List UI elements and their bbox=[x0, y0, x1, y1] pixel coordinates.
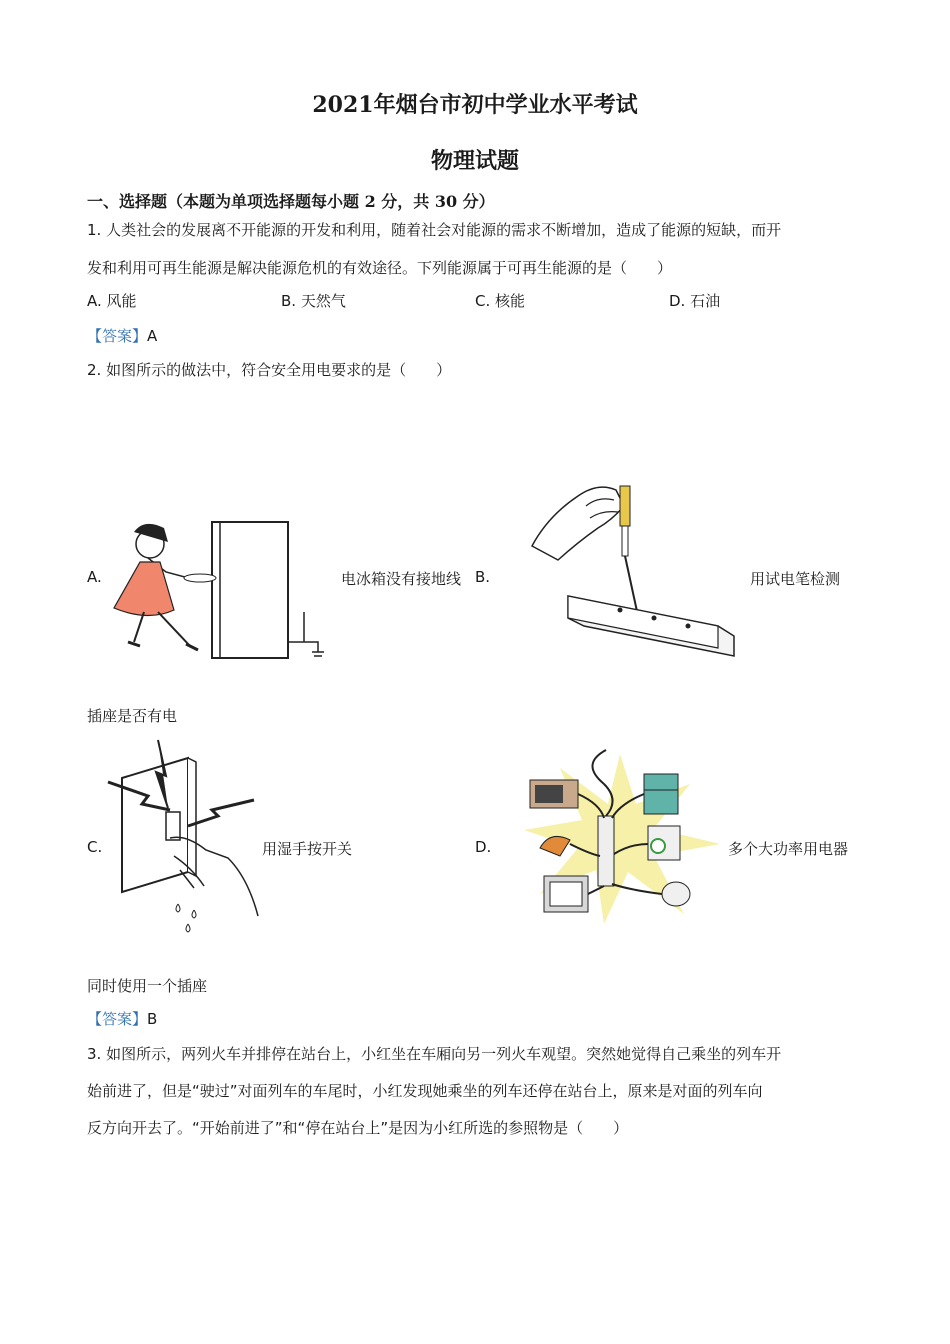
exam-subtitle: 物理试题 bbox=[430, 148, 519, 174]
q1-stem-line2: 发和利用可再生能源是解决能源危机的有效途径。下列能源属于可再生能源的是（ ） bbox=[87, 259, 673, 277]
answer-value: A bbox=[147, 327, 158, 345]
wet-hand-switch-illustration bbox=[108, 738, 258, 938]
q2-option-d-label: D. bbox=[475, 838, 492, 856]
q2-option-a-label: A. bbox=[87, 568, 102, 586]
q2-option-a-text: 电冰箱没有接地线 bbox=[341, 570, 462, 588]
q1-answer bbox=[87, 325, 157, 346]
q3-stem-line2: 始前进了，但是“驶过”对面列车的车尾时，小红发现她乘坐的列车还停在站台上，原来是对面的列车向 bbox=[87, 1082, 763, 1100]
q1-option-a: A. 风能 bbox=[87, 292, 137, 310]
q2-option-d-text-cont: 同时使用一个插座 bbox=[87, 977, 208, 995]
q2-stem: 2. 如图所示的做法中，符合安全用电要求的是（ ） bbox=[87, 361, 452, 379]
q2-option-d-text: 多个大功率用电器 bbox=[728, 840, 849, 858]
answer-tag: 【答案】 bbox=[87, 1010, 148, 1028]
q1-option-b: B. 天然气 bbox=[281, 292, 346, 310]
q2-option-b-text-cont: 插座是否有电 bbox=[87, 707, 178, 725]
answer-value: B bbox=[147, 1010, 158, 1028]
section-heading: 一、选择题（本题为单项选择题每小题 2 分，共 30 分） bbox=[87, 192, 495, 211]
q2-option-b-text: 用试电笔检测 bbox=[750, 570, 841, 588]
q1-option-c: C. 核能 bbox=[475, 292, 526, 310]
q2-answer bbox=[87, 1008, 157, 1029]
answer-tag: 【答案】 bbox=[87, 327, 148, 345]
q2-option-c-label: C. bbox=[87, 838, 103, 856]
q2-option-b-label: B. bbox=[475, 568, 491, 586]
test-pen-socket-illustration bbox=[528, 476, 738, 666]
fridge-girl-illustration bbox=[108, 512, 338, 662]
exam-title: 2021年烟台市初中学业水平考试 bbox=[312, 92, 638, 118]
q2-option-c-text: 用湿手按开关 bbox=[262, 840, 353, 858]
overloaded-socket-illustration bbox=[520, 744, 725, 929]
q3-stem-line1: 3. 如图所示，两列火车并排停在站台上，小红坐在车厢向另一列火车观望。突然她觉得自己乘坐的列车开 bbox=[87, 1045, 782, 1063]
q1-option-d: D. 石油 bbox=[669, 292, 721, 310]
q3-stem-line3: 反方向开去了。“开始前进了”和“停在站台上”是因为小红所选的参照物是（ ） bbox=[87, 1119, 629, 1137]
q1-stem-line1: 1. 人类社会的发展离不开能源的开发和利用，随着社会对能源的需求不断增加，造成了能源的短缺，而开 bbox=[87, 221, 782, 239]
